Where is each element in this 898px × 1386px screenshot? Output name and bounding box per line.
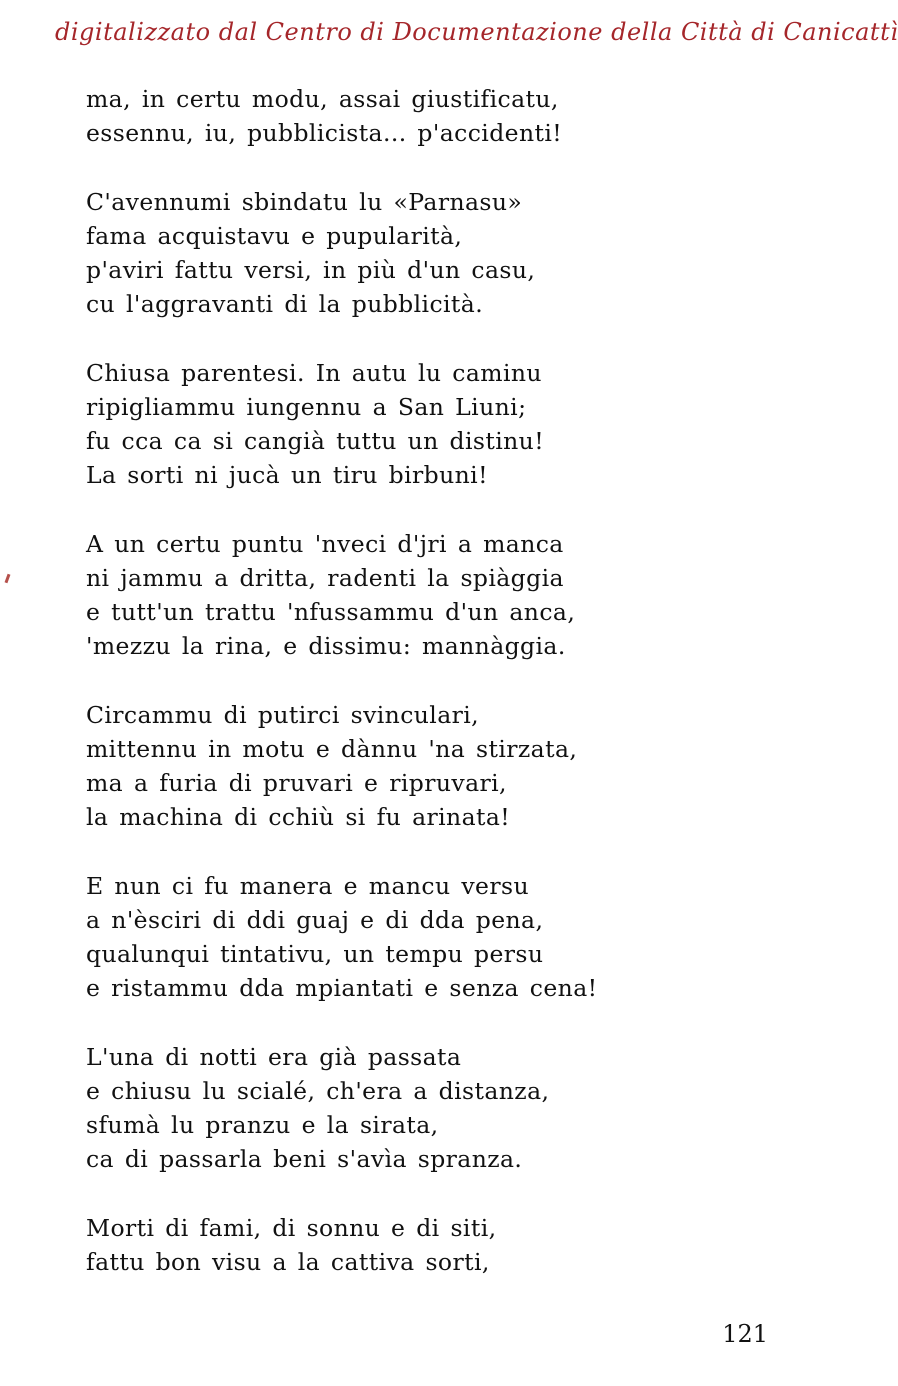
- verse-line: cu l'aggravanti di la pubblicità.: [86, 290, 484, 318]
- verse-line: e tutt'un trattu 'nfussammu d'un anca,: [86, 598, 576, 626]
- verse-line: mittennu in motu e dànnu 'na stirzata,: [86, 735, 578, 763]
- stanza: [86, 1211, 766, 1279]
- verse-line: fattu bon visu a la cattiva sorti,: [86, 1248, 490, 1276]
- verse-line: E nun ci fu manera e mancu versu: [86, 872, 529, 900]
- verse-line: Chiusa parentesi. In autu lu caminu: [86, 359, 542, 387]
- margin-speck: [5, 574, 11, 583]
- verse-line: sfumà lu pranzu e la sirata,: [86, 1111, 439, 1139]
- verse-line: ma a furia di pruvari e ripruvari,: [86, 769, 507, 797]
- verse-line: la machina di cchiù si fu arinata!: [86, 803, 511, 831]
- stanza: [86, 356, 766, 492]
- stanza: [86, 869, 766, 1005]
- stanza: [86, 185, 766, 321]
- verse-line: L'una di notti era già passata: [86, 1043, 462, 1071]
- verse-line: La sorti ni jucà un tiru birbuni!: [86, 461, 488, 489]
- stanza: [86, 698, 766, 834]
- poem-body: [86, 82, 766, 1314]
- verse-line: 'mezzu la rina, e dissimu: mannàggia.: [86, 632, 566, 660]
- verse-line: A un certu puntu 'nveci d'jri a manca: [86, 530, 564, 558]
- verse-line: essennu, iu, pubblicista... p'accidenti!: [86, 119, 563, 147]
- verse-line: e ristammu dda mpiantati e senza cena!: [86, 974, 598, 1002]
- verse-line: ripigliammu iungennu a San Liuni;: [86, 393, 527, 421]
- stanza: [86, 1040, 766, 1176]
- verse-line: Circammu di putirci svinculari,: [86, 701, 480, 729]
- verse-line: ma, in certu modu, assai giustificatu,: [86, 85, 559, 113]
- verse-line: qualunqui tintativu, un tempu persu: [86, 940, 544, 968]
- verse-line: ni jammu a dritta, radenti la spiàggia: [86, 564, 564, 592]
- page-number: 121: [722, 1320, 768, 1348]
- verse-line: fama acquistavu e pupularità,: [86, 222, 463, 250]
- verse-line: e chiusu lu scialé, ch'era a distanza,: [86, 1077, 550, 1105]
- verse-line: a n'èsciri di ddi guaj e di dda pena,: [86, 906, 544, 934]
- verse-line: p'aviri fattu versi, in più d'un casu,: [86, 256, 536, 284]
- verse-line: Morti di fami, di sonnu e di siti,: [86, 1214, 497, 1242]
- stanza: [86, 82, 766, 150]
- digitization-watermark: digitalizzato dal Centro di Documentazione della Città di Canicattì: [55, 18, 898, 46]
- verse-line: C'avennumi sbindatu lu «Parnasu»: [86, 188, 523, 216]
- stanza: [86, 527, 766, 663]
- verse-line: ca di passarla beni s'avìa spranza.: [86, 1145, 523, 1173]
- verse-line: fu cca ca si cangià tuttu un distinu!: [86, 427, 545, 455]
